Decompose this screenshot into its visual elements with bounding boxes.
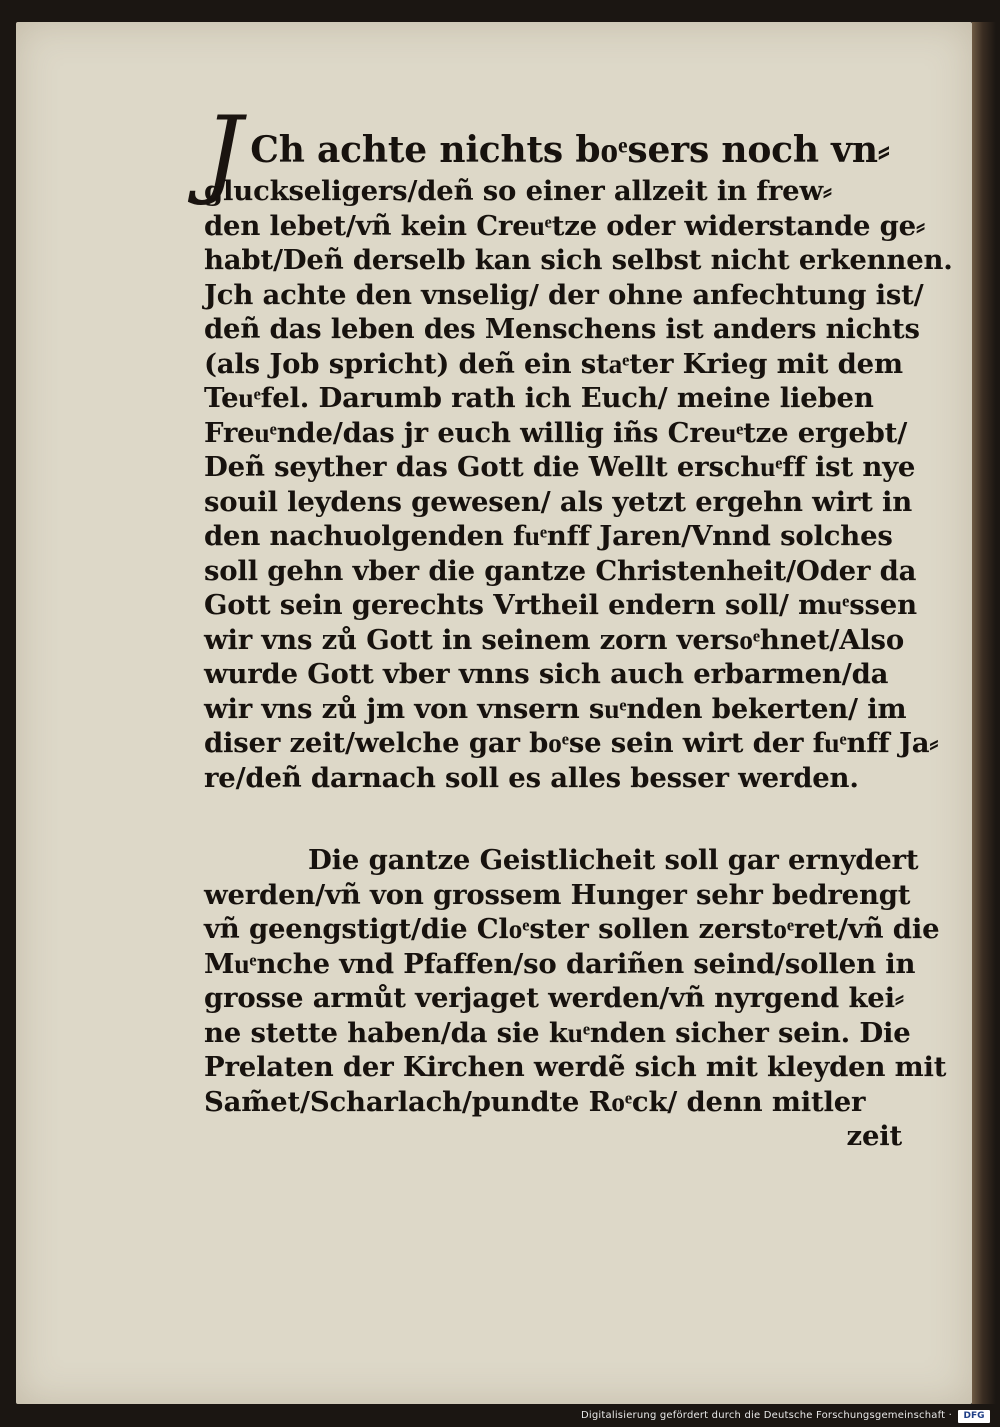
- text-line: gluckseligers/deñ so einer allzeit in frew⸗: [204, 175, 832, 207]
- dfg-credit: Digitalisierung gefördert durch die Deutsche Forschungsgemeinschaft ·: [581, 1410, 952, 1421]
- paragraph-2: [204, 843, 947, 1119]
- text-line: Sam̃et/Scharlach/pundte Roͤck/ denn mitler: [204, 1085, 866, 1118]
- catchword: zeit: [846, 1120, 902, 1152]
- text-line: deñ das leben des Menschens ist anders nichts: [204, 313, 920, 345]
- text-line: habt/Deñ derselb kan sich selbst nicht erkennen.: [204, 244, 953, 276]
- text-line: vñ geengstigt/die Cloͤster sollen zerstoͤret/vñ die: [204, 913, 940, 945]
- text-line: Gott sein gerechts Vrtheil endern soll/ muͤssen: [204, 589, 917, 621]
- text-line: wir vns zů Gott in seinem zorn versoͤhnet/Also: [204, 623, 904, 656]
- text-line: grosse armůt verjaget werden/vñ nyrgend kei⸗: [204, 982, 904, 1014]
- text-line: Prelaten der Kirchen werdẽ sich mit kleyden mit: [204, 1051, 947, 1083]
- text-line: wir vns zů jm von vnsern suͤnden bekerten/ im: [204, 692, 907, 725]
- first-line-text: Ch achte nichts boͤsers noch vn⸗: [250, 129, 890, 171]
- page-text: [204, 96, 953, 1154]
- text-line: Muͤnche vnd Pfaffen/so dariñen seind/sollen in: [204, 947, 916, 980]
- text-line: soll gehn vber die gantze Christenheit/Oder da: [204, 554, 917, 587]
- text-line: Freuͤnde/das jr euch willig iñs Creuͤtze ergebt/: [204, 416, 908, 449]
- text-line: diser zeit/welche gar boͤse sein wirt der fuͤnff Ja⸗: [204, 727, 939, 759]
- paragraph-1: [204, 174, 953, 795]
- text-line: Teuͤfel. Darumb rath ich Euch/ meine lieben: [204, 382, 874, 414]
- text-line: wurde Gott vber vnns sich auch erbarmen/da: [204, 658, 889, 690]
- text-line: werden/vñ von grossem Hunger sehr bedrengt: [204, 878, 911, 911]
- paragraph-gap: [204, 795, 904, 843]
- footer-bar: [0, 1408, 1000, 1427]
- book-edge: [972, 22, 996, 1404]
- drop-cap-initial: J: [204, 96, 243, 208]
- text-line: re/deñ darnach soll es alles besser werden.: [204, 761, 859, 794]
- text-line: ne stette haben/da sie kuͤnden sicher sein. Die: [204, 1016, 911, 1049]
- text-line: Deñ seyther das Gott die Wellt erschuͤff ist nye: [204, 451, 916, 483]
- dfg-logo: DFG: [958, 1410, 990, 1423]
- text-line: den nachuolgenden fuͤnff Jaren/Vnnd solches: [204, 520, 893, 552]
- text-line: souil leydens gewesen/ als yetzt ergehn wirt in: [204, 485, 913, 518]
- text-line: den lebet/vñ kein Creuͤtze oder widerstande ge⸗: [204, 209, 925, 242]
- text-line: (als Job spricht) deñ ein staͤter Krieg mit dem: [204, 347, 903, 380]
- text-line: Jch achte den vnselig/ der ohne anfechtung ist/: [204, 278, 924, 311]
- text-line: Die gantze Geistlicheit soll gar ernydert: [308, 844, 919, 876]
